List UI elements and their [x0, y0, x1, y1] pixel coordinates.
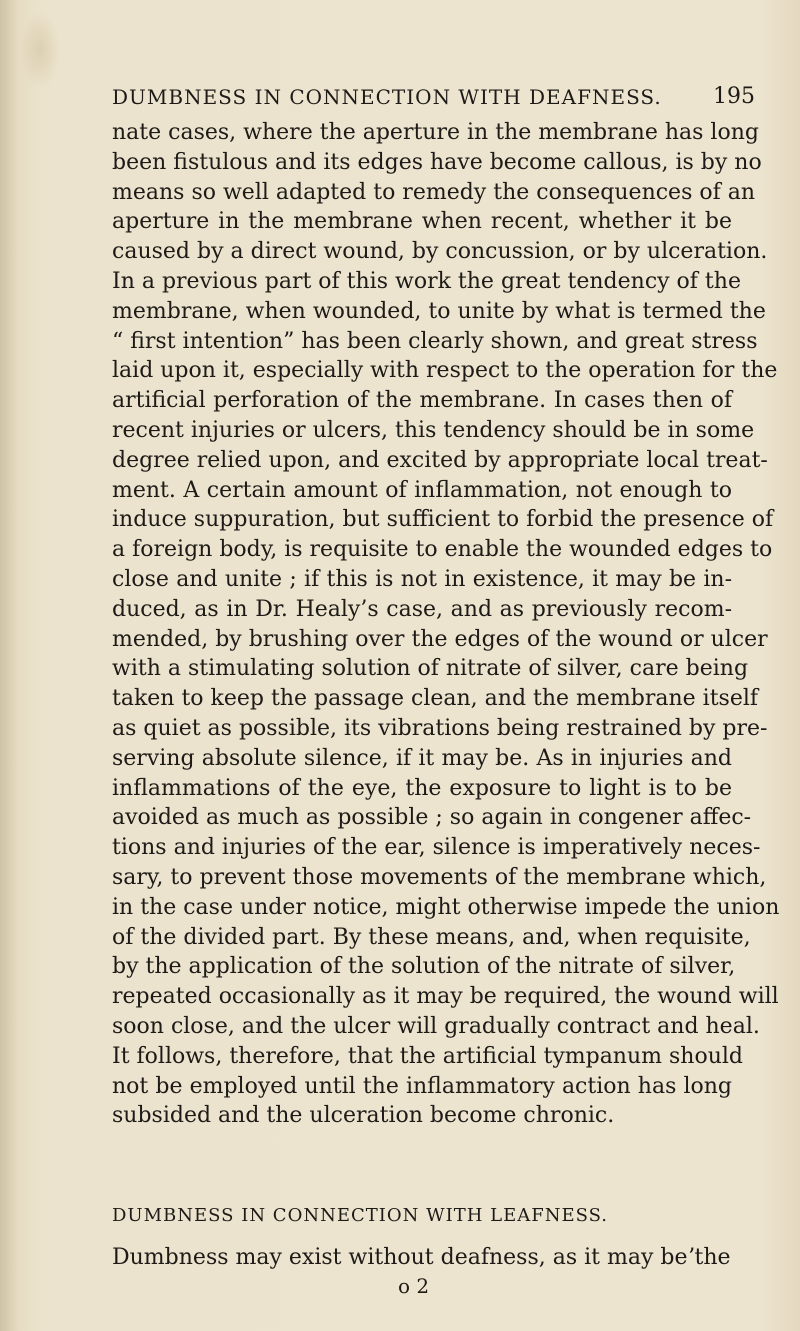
text-line: ment. A certain amount of inflammation, not enough to — [112, 477, 732, 503]
text-line: close and unite ; if this is not in existence, it may be in- — [112, 566, 732, 592]
page-stain — [20, 10, 60, 90]
section-heading: DUMBNESS IN CONNECTION WITH LEAFNESS. — [112, 1205, 609, 1226]
text-line: mended, by brushing over the edges of the wound or ulcer — [112, 626, 768, 652]
page-number: 195 — [713, 84, 755, 109]
text-line: nate cases, where the aperture in the membrane has long — [112, 120, 759, 145]
text-line: tions and injuries of the ear, silence is imperatively neces- — [112, 835, 761, 861]
text-line: as quiet as possible, its vibrations being restrained by pre- — [112, 715, 768, 741]
text-line: laid upon it, especially with respect to the operation for the — [112, 358, 778, 384]
text-line: serving absolute silence, if it may be. As in injuries and — [112, 745, 732, 771]
text-line: means so well adapted to remedy the consequences of an — [112, 179, 756, 205]
text-line: a foreign body, is requisite to enable the wounded edges to — [112, 537, 773, 563]
text-line: with a stimulating solution of nitrate of silver, care being — [112, 656, 749, 682]
signature-mark: o 2 — [398, 1274, 430, 1298]
text-line: aperture in the membrane when recent, whether it be — [112, 209, 732, 235]
text-line: induce suppuration, but sufficient to forbid the presence of — [112, 507, 774, 533]
text-line: not be employed until the inflammatory action has long — [112, 1073, 732, 1099]
text-line: sary, to prevent those movements of the membrane which, — [112, 864, 767, 890]
text-line: avoided as much as possible ; so again in congener affec- — [112, 805, 752, 831]
text-line: subsided and the ulceration become chronic. — [112, 1103, 615, 1129]
text-line: membrane, when wounded, to unite by what is termed the — [112, 298, 766, 324]
text-line: repeated occasionally as it may be required, the wound will — [112, 984, 779, 1010]
text-line: inflammations of the eye, the exposure to light is to be — [112, 775, 732, 801]
running-title: DUMBNESS IN CONNECTION WITH DEAFNESS. — [112, 85, 662, 109]
text-line: artificial perforation of the membrane. In cases then of — [112, 388, 732, 414]
section-first-line: Dumbness may exist without deafness, as it may beʼthe — [112, 1245, 731, 1270]
text-line: “ first intention” has been clearly shown, and great stress — [112, 328, 758, 354]
text-line: recent injuries or ulcers, this tendency should be in some — [112, 417, 755, 443]
text-line: taken to keep the passage clean, and the membrane itself — [112, 686, 759, 712]
text-line: It follows, therefore, that the artificial tympanum should — [112, 1043, 743, 1069]
text-line: duced, as in Dr. Healy’s case, and as previously recom- — [112, 596, 732, 622]
text-line: degree relied upon, and excited by appropriate local treat- — [112, 447, 768, 473]
text-line: of the divided part. By these means, and, when requisite, — [112, 924, 751, 950]
text-line: soon close, and the ulcer will gradually contract and heal. — [112, 1013, 760, 1039]
text-line: In a previous part of this work the great tendency of the — [112, 268, 741, 294]
text-line: caused by a direct wound, by concussion, or by ulceration. — [112, 239, 768, 265]
text-line: by the application of the solution of the nitrate of silver, — [112, 954, 736, 980]
body-paragraph — [112, 118, 780, 1131]
page-edge-shadow — [0, 0, 18, 1331]
running-head — [0, 82, 800, 112]
text-line: in the case under notice, might otherwise impede the union — [112, 894, 780, 920]
text-line: been fistulous and its edges have become callous, is by no — [112, 149, 762, 175]
